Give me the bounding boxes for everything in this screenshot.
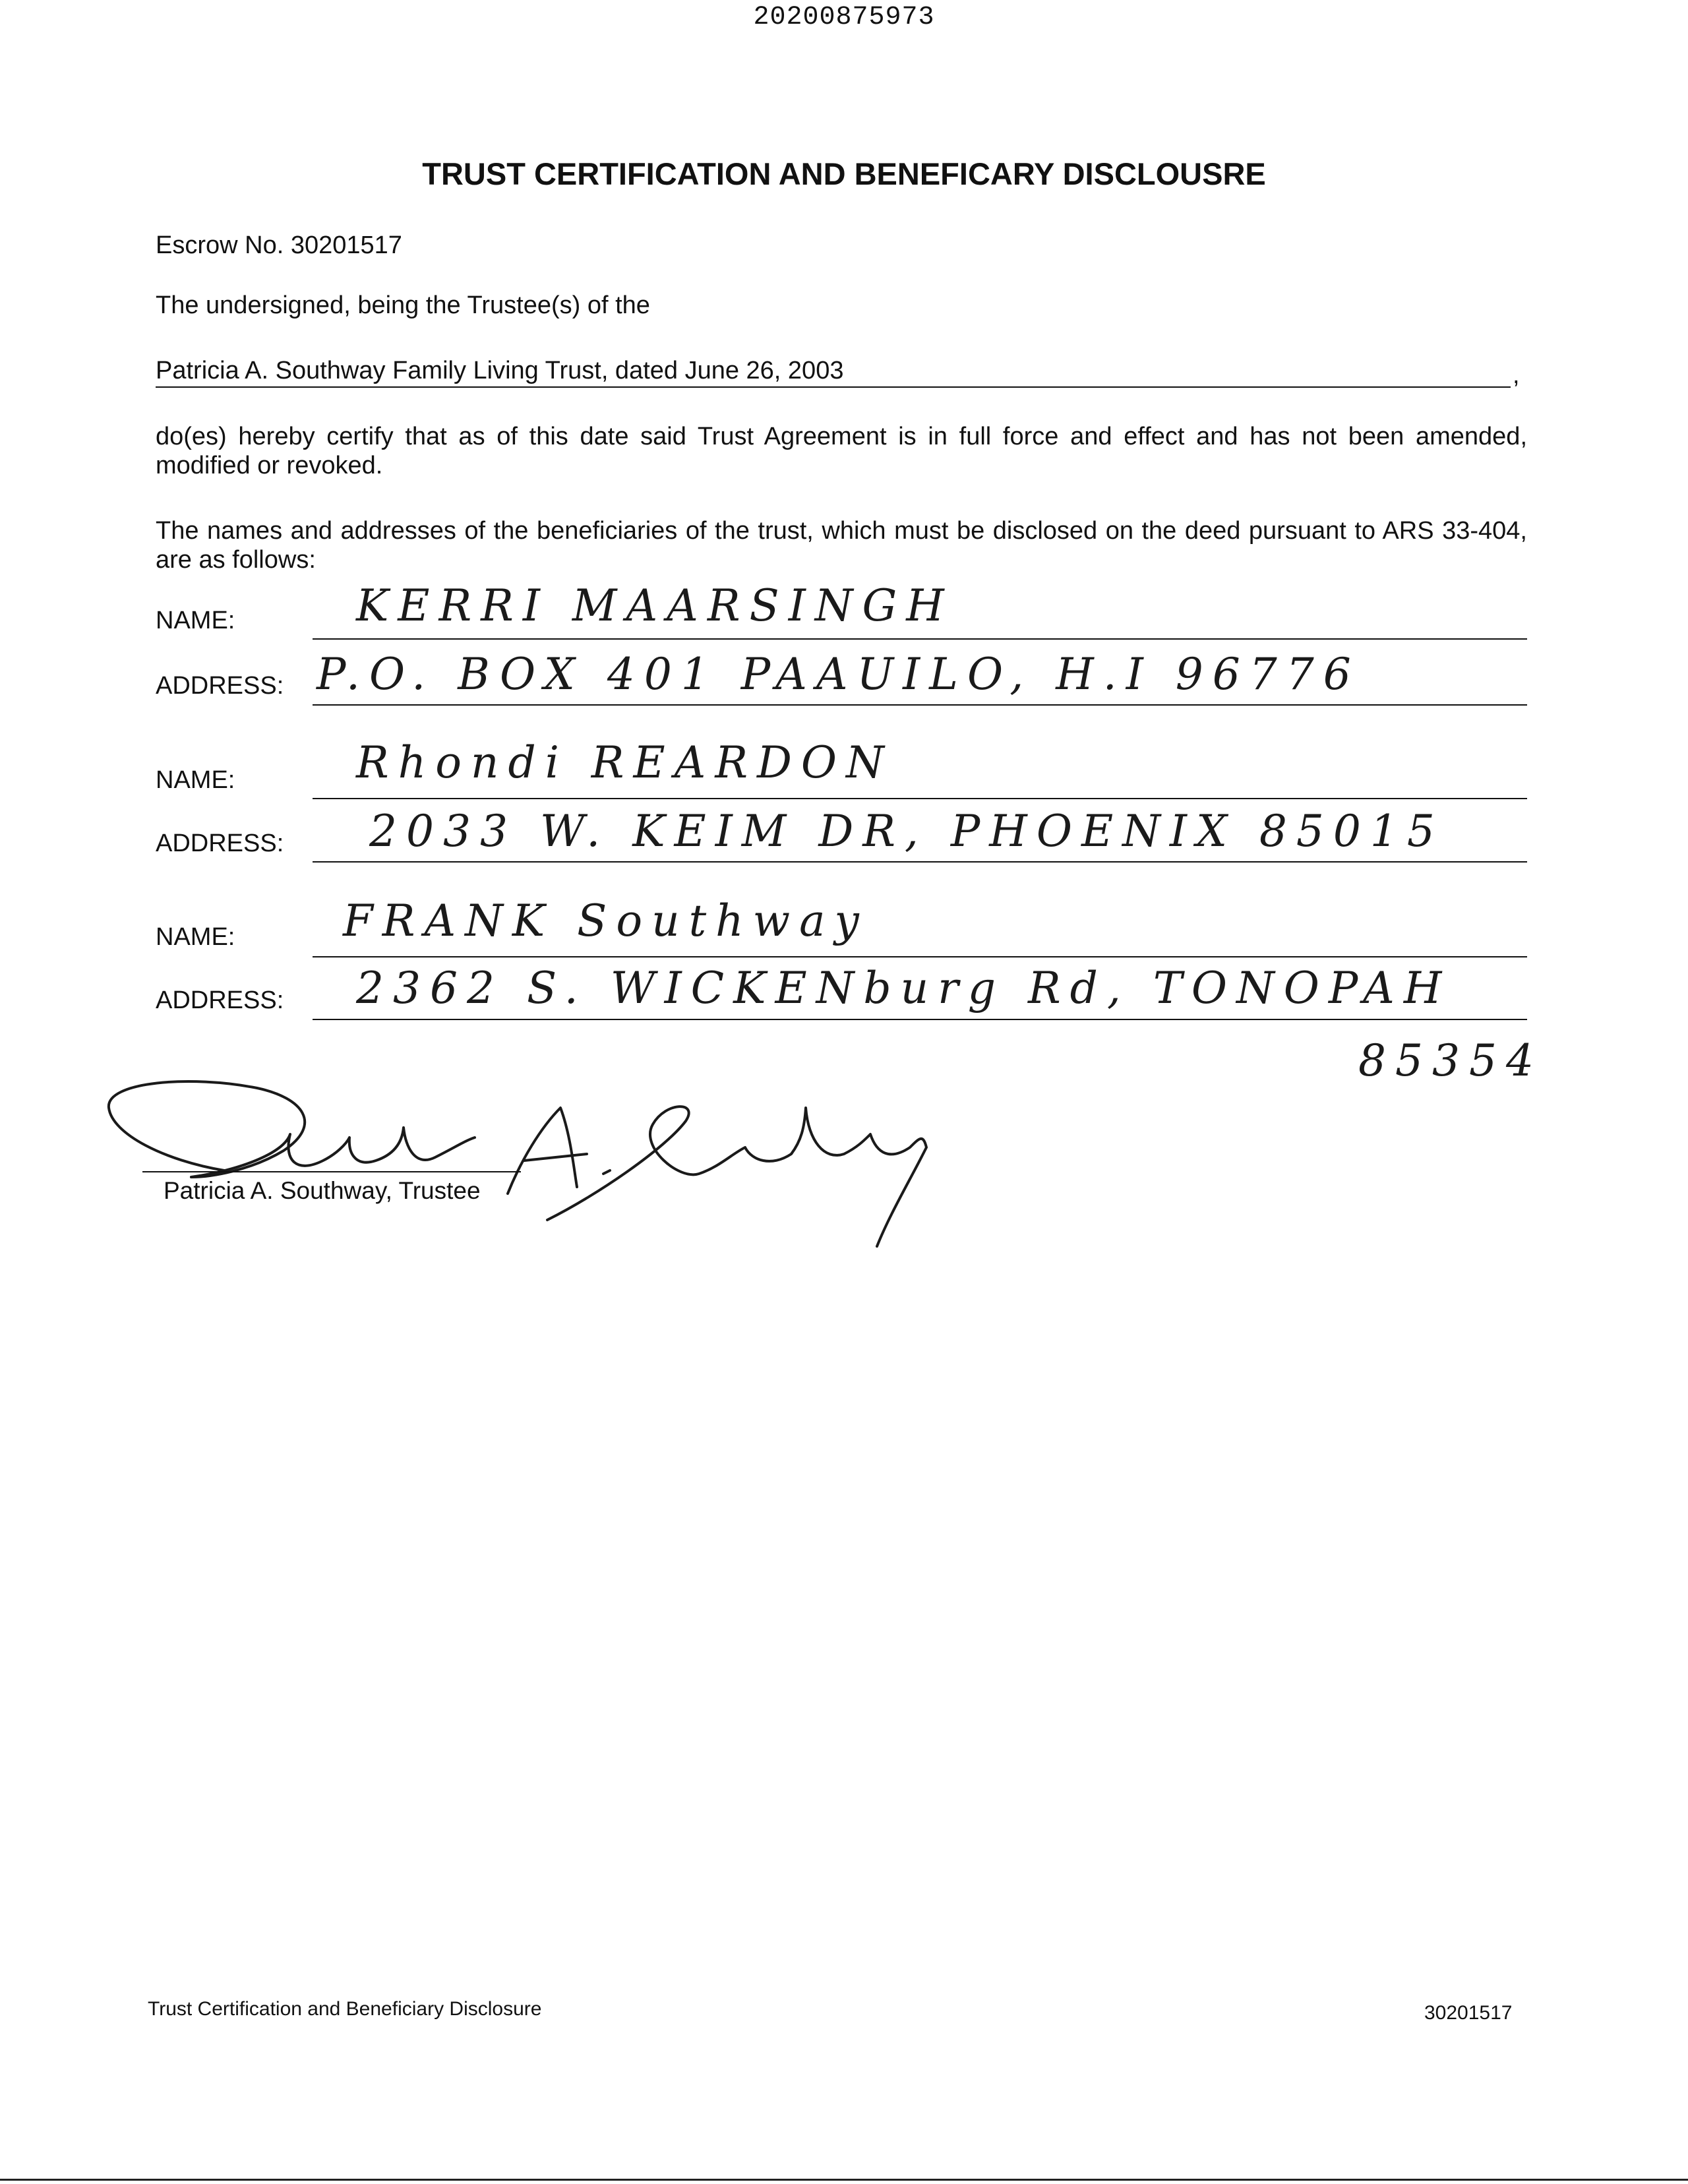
page-bottom-rule bbox=[0, 2179, 1688, 2181]
beneficiary-3-zip: 85354 bbox=[1358, 1035, 1543, 1086]
beneficiary-1-name-label: NAME: bbox=[156, 607, 235, 634]
undersigned-statement: The undersigned, being the Trustee(s) of the bbox=[156, 291, 650, 319]
beneficiary-1-address: P.O. BOX 401 PAAUILO, H.I 96776 bbox=[316, 649, 1360, 700]
trust-name-comma: , bbox=[1513, 361, 1520, 389]
trust-name: Patricia A. Southway Family Living Trust, dated June 26, 2003 bbox=[156, 357, 844, 384]
beneficiary-2-name-line bbox=[313, 798, 1527, 799]
beneficiary-3-address-label: ADDRESS: bbox=[156, 986, 284, 1014]
beneficiary-3-name: FRANK Southway bbox=[343, 895, 868, 946]
beneficiary-3-name-label: NAME: bbox=[156, 923, 235, 951]
beneficiary-3-address-line bbox=[313, 1019, 1527, 1020]
certification-paragraph: do(es) hereby certify that as of this date said Trust Agreement is in full force and effect and has not been amended, modified or revoked. bbox=[156, 423, 1527, 479]
beneficiary-1-name-line bbox=[313, 638, 1527, 640]
beneficiary-1-address-line bbox=[313, 704, 1527, 706]
signature-caption: Patricia A. Southway, Trustee bbox=[164, 1177, 481, 1204]
document-title: TRUST CERTIFICATION AND BENEFICARY DISCLOUSRE bbox=[422, 156, 1266, 191]
recording-number: 20200875973 bbox=[753, 3, 935, 32]
trustee-signature bbox=[86, 1062, 956, 1259]
beneficiary-1-name: KERRI MAARSINGH bbox=[356, 580, 953, 631]
beneficiary-2-address: 2033 W. KEIM DR, PHOENIX 85015 bbox=[369, 806, 1444, 857]
trust-name-underline bbox=[156, 386, 1511, 388]
beneficiary-3-name-line bbox=[313, 956, 1527, 957]
beneficiary-1-address-label: ADDRESS: bbox=[156, 672, 284, 700]
beneficiary-2-address-label: ADDRESS: bbox=[156, 830, 284, 857]
escrow-number: Escrow No. 30201517 bbox=[156, 231, 402, 259]
disclosure-paragraph: The names and addresses of the beneficiaries of the trust, which must be disclosed on the deed pursuant to ARS 33-404, are as follows: bbox=[156, 517, 1527, 574]
signature-loop bbox=[109, 1081, 305, 1177]
signature-line bbox=[142, 1171, 521, 1172]
beneficiary-3-address: 2362 S. WICKENburg Rd, TONOPAH bbox=[356, 963, 1451, 1014]
beneficiary-2-name: Rhondi REARDON bbox=[356, 737, 893, 788]
footer-escrow-number: 30201517 bbox=[1424, 2002, 1513, 2024]
beneficiary-2-name-label: NAME: bbox=[156, 766, 235, 794]
beneficiary-2-address-line bbox=[313, 861, 1527, 863]
footer-form-title: Trust Certification and Beneficiary Disclosure bbox=[148, 1998, 542, 2020]
